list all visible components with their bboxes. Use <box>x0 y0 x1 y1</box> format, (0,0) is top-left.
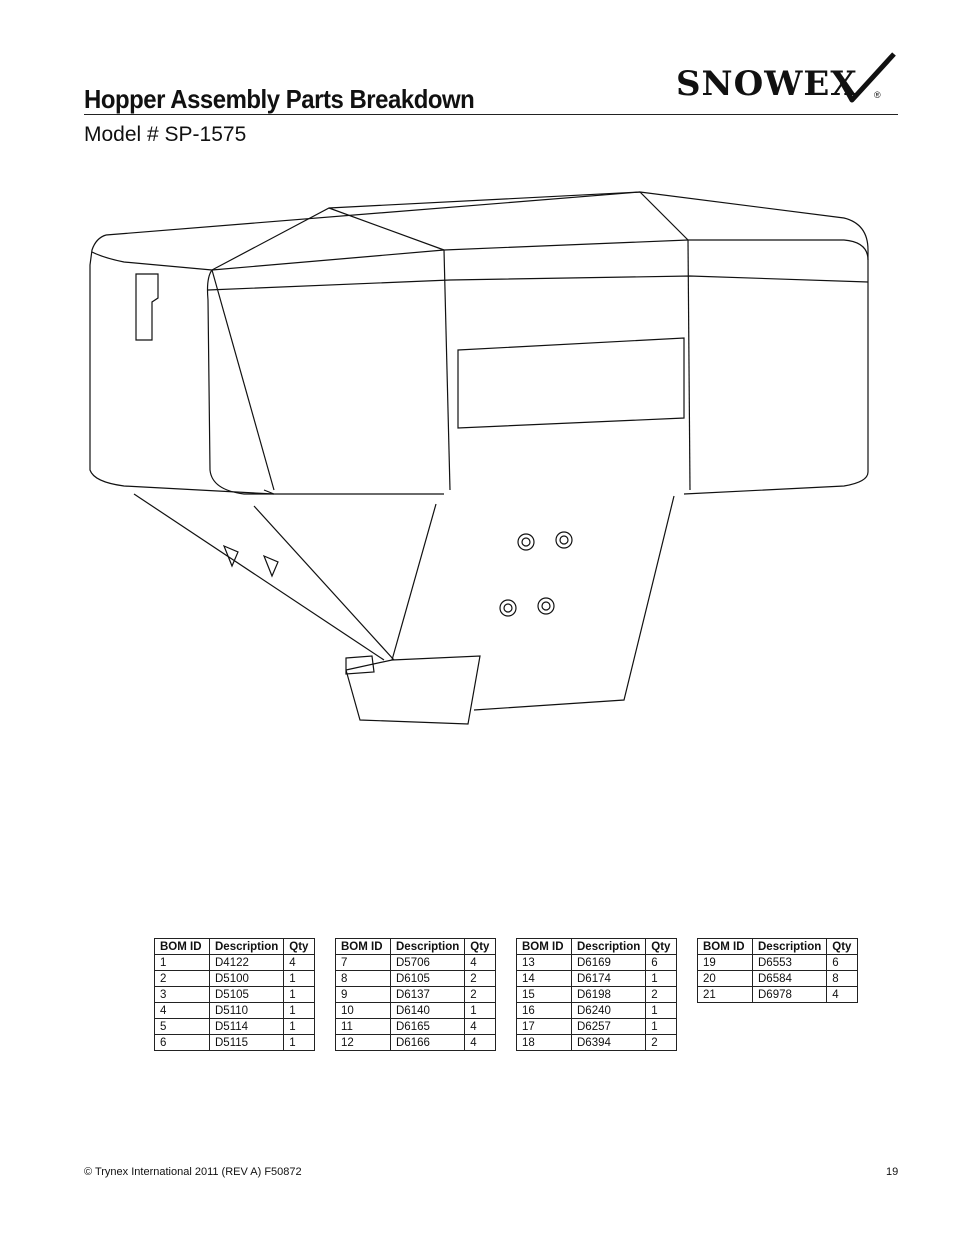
cell-description: D5100 <box>210 971 284 987</box>
header-bom-id: BOM ID <box>517 939 572 955</box>
table-row <box>336 955 496 971</box>
cell-description: D4122 <box>210 955 284 971</box>
cell-description: D6240 <box>572 1003 646 1019</box>
cell-qty: 1 <box>284 1035 315 1051</box>
title-rule <box>84 114 898 115</box>
cell-qty: 1 <box>284 987 315 1003</box>
bom-table-4 <box>697 938 858 1003</box>
cell-bom-id: 9 <box>336 987 391 1003</box>
cell-qty: 1 <box>465 1003 496 1019</box>
header-description: Description <box>572 939 646 955</box>
cell-bom-id: 16 <box>517 1003 572 1019</box>
cell-bom-id: 5 <box>155 1019 210 1035</box>
cell-qty: 6 <box>827 955 858 971</box>
table-header-row <box>155 939 315 955</box>
table-row <box>517 955 677 971</box>
table-row <box>698 987 858 1003</box>
table-row <box>517 971 677 987</box>
header-bom-id: BOM ID <box>698 939 753 955</box>
table-row <box>155 1003 315 1019</box>
cell-bom-id: 1 <box>155 955 210 971</box>
header-qty: Qty <box>284 939 315 955</box>
cell-bom-id: 2 <box>155 971 210 987</box>
cell-bom-id: 21 <box>698 987 753 1003</box>
cell-description: D5110 <box>210 1003 284 1019</box>
cell-qty: 1 <box>646 1019 677 1035</box>
header-description: Description <box>753 939 827 955</box>
cell-description: D6584 <box>753 971 827 987</box>
table-row <box>155 1035 315 1051</box>
cell-bom-id: 17 <box>517 1019 572 1035</box>
table-row <box>336 1035 496 1051</box>
cell-bom-id: 3 <box>155 987 210 1003</box>
logo-text: SNOWEX <box>676 64 858 104</box>
cell-qty: 2 <box>646 1035 677 1051</box>
bom-table-3 <box>516 938 677 1051</box>
cell-qty: 4 <box>465 1019 496 1035</box>
cell-qty: 2 <box>646 987 677 1003</box>
page-number: 19 <box>886 1166 899 1178</box>
snowex-logo <box>676 52 898 106</box>
header-qty: Qty <box>646 939 677 955</box>
table-row <box>155 955 315 971</box>
table-row <box>517 1019 677 1035</box>
cell-description: D6257 <box>572 1019 646 1035</box>
checkmark-icon <box>838 52 898 106</box>
cell-qty: 2 <box>465 971 496 987</box>
cell-description: D6198 <box>572 987 646 1003</box>
table-row <box>336 1019 496 1035</box>
bom-table-2 <box>335 938 496 1051</box>
cell-bom-id: 6 <box>155 1035 210 1051</box>
header-qty: Qty <box>827 939 858 955</box>
header-description: Description <box>210 939 284 955</box>
table-row <box>698 971 858 987</box>
cell-bom-id: 8 <box>336 971 391 987</box>
cell-description: D6174 <box>572 971 646 987</box>
model-number: Model # SP-1575 <box>84 123 247 146</box>
cell-description: D6105 <box>391 971 465 987</box>
cell-bom-id: 20 <box>698 971 753 987</box>
cell-qty: 4 <box>827 987 858 1003</box>
cell-description: D6169 <box>572 955 646 971</box>
cell-description: D6140 <box>391 1003 465 1019</box>
cell-description: D6165 <box>391 1019 465 1035</box>
table-row <box>336 987 496 1003</box>
table-header-row <box>698 939 858 955</box>
cell-bom-id: 18 <box>517 1035 572 1051</box>
table-row <box>698 955 858 971</box>
hopper-drawing <box>84 190 874 730</box>
table-row <box>155 987 315 1003</box>
header-qty: Qty <box>465 939 496 955</box>
cell-bom-id: 14 <box>517 971 572 987</box>
cell-description: D6166 <box>391 1035 465 1051</box>
registered-mark: ® <box>874 90 881 100</box>
header-bom-id: BOM ID <box>155 939 210 955</box>
cell-qty: 4 <box>465 955 496 971</box>
page-title: Hopper Assembly Parts Breakdown <box>84 84 475 114</box>
cell-bom-id: 13 <box>517 955 572 971</box>
table-row <box>155 1019 315 1035</box>
cell-qty: 2 <box>465 987 496 1003</box>
cell-bom-id: 15 <box>517 987 572 1003</box>
cell-qty: 1 <box>284 1003 315 1019</box>
table-row <box>517 987 677 1003</box>
cell-qty: 8 <box>827 971 858 987</box>
cell-bom-id: 11 <box>336 1019 391 1035</box>
header-bom-id: BOM ID <box>336 939 391 955</box>
footer-copyright: © Trynex International 2011 (REV A) F50872 <box>84 1166 302 1178</box>
table-header-row <box>517 939 677 955</box>
cell-bom-id: 19 <box>698 955 753 971</box>
cell-qty: 1 <box>646 1003 677 1019</box>
bom-table-1 <box>154 938 315 1051</box>
cell-description: D5114 <box>210 1019 284 1035</box>
cell-qty: 1 <box>646 971 677 987</box>
cell-description: D6978 <box>753 987 827 1003</box>
table-row <box>517 1035 677 1051</box>
cell-description: D6553 <box>753 955 827 971</box>
header-description: Description <box>391 939 465 955</box>
cell-qty: 4 <box>284 955 315 971</box>
cell-qty: 6 <box>646 955 677 971</box>
cell-bom-id: 4 <box>155 1003 210 1019</box>
table-header-row <box>336 939 496 955</box>
cell-qty: 1 <box>284 1019 315 1035</box>
table-row <box>336 1003 496 1019</box>
cell-description: D5115 <box>210 1035 284 1051</box>
cell-description: D5105 <box>210 987 284 1003</box>
cell-qty: 4 <box>465 1035 496 1051</box>
table-row <box>155 971 315 987</box>
cell-description: D5706 <box>391 955 465 971</box>
table-row <box>336 971 496 987</box>
cell-bom-id: 7 <box>336 955 391 971</box>
cell-description: D6394 <box>572 1035 646 1051</box>
cell-bom-id: 12 <box>336 1035 391 1051</box>
table-row <box>517 1003 677 1019</box>
cell-qty: 1 <box>284 971 315 987</box>
cell-description: D6137 <box>391 987 465 1003</box>
cell-bom-id: 10 <box>336 1003 391 1019</box>
